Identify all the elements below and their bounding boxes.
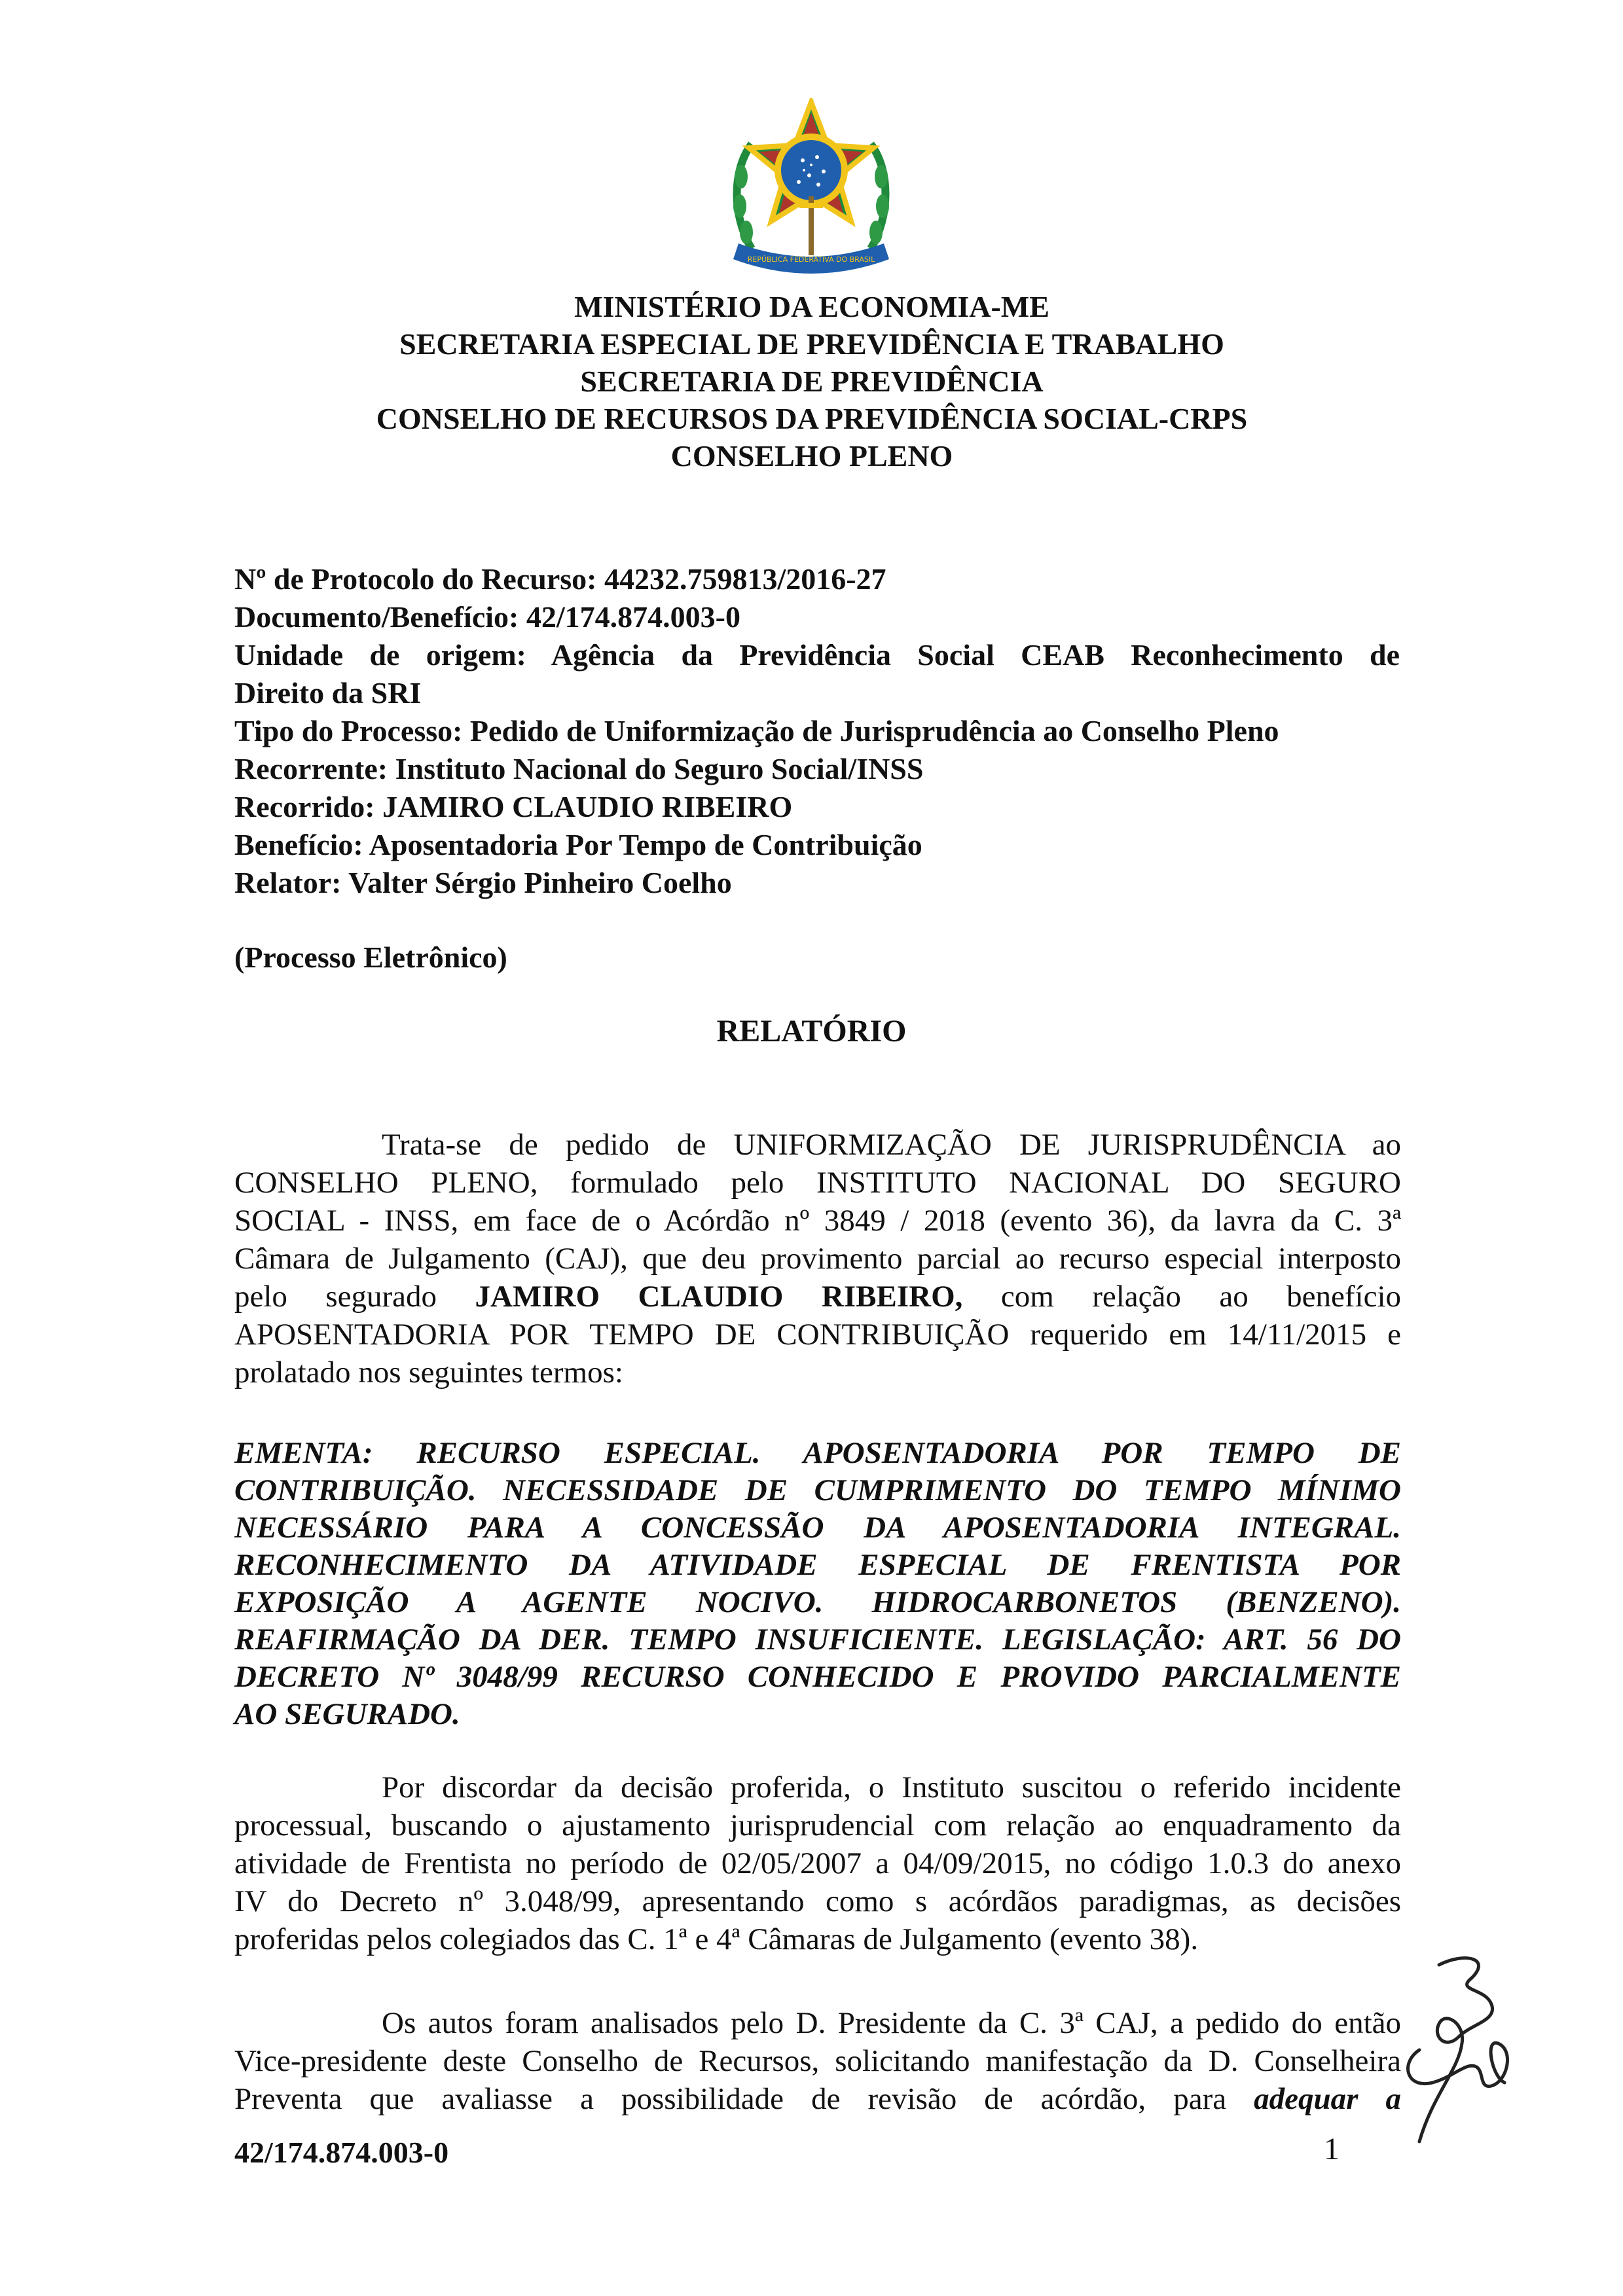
footer-document-number: 42/174.874.003-0 xyxy=(234,2136,449,2169)
ementa-line: RECONHECIMENTO DA ATIVIDADE ESPECIAL DE FRENTISTA POR xyxy=(234,1548,1401,1582)
protocolo-line: Nº de Protocolo do Recurso: 44232.759813/2016-27 xyxy=(234,562,886,596)
paragraph-text: pelo segurado xyxy=(234,1280,437,1314)
emphasis-text: adequar a xyxy=(1254,2082,1401,2116)
svg-text:REPÚBLICA FEDERATIVA DO BRASIL: REPÚBLICA FEDERATIVA DO BRASIL xyxy=(747,255,875,264)
header-conselho: CONSELHO DE RECURSOS DA PREVIDÊNCIA SOCIAL-CRPS xyxy=(376,402,1248,435)
ementa-line: CONTRIBUIÇÃO. NECESSIDADE DE CUMPRIMENTO DO TEMPO MÍNIMO xyxy=(234,1473,1401,1507)
ementa-line: AO SEGURADO. xyxy=(234,1697,460,1731)
unidade-line-1: Unidade de origem: Agência da Previdência Social CEAB Reconhecimento de xyxy=(234,638,1400,672)
section-title: RELATÓRIO xyxy=(716,1014,907,1049)
recorrido-line: Recorrido: JAMIRO CLAUDIO RIBEIRO xyxy=(234,790,793,823)
ementa-line: EXPOSIÇÃO A AGENTE NOCIVO. HIDROCARBONETOS (BENZENO). xyxy=(234,1585,1401,1619)
ministry-header xyxy=(196,288,1427,475)
paragraph-autos xyxy=(234,2004,1401,2118)
paragraph-line: atividade de Frentista no período de 02/05/2007 a 04/09/2015, no código 1.0.3 do anexo xyxy=(234,1846,1401,1880)
recorrente-line: Recorrente: Instituto Nacional do Seguro Social/INSS xyxy=(234,752,924,785)
ementa-line: EMENTA: RECURSO ESPECIAL. APOSENTADORIA POR TEMPO DE xyxy=(234,1436,1401,1470)
paragraph-line: CONSELHO PLENO, formulado pelo INSTITUTO NACIONAL DO SEGURO xyxy=(234,1166,1401,1200)
ementa-block xyxy=(234,1435,1401,1733)
header-conselho-pleno: CONSELHO PLENO xyxy=(670,439,953,473)
documento-line: Documento/Benefício: 42/174.874.003-0 xyxy=(234,600,740,634)
paragraph-line xyxy=(234,1278,1401,1316)
paragraph-line: prolatado nos seguintes termos: xyxy=(234,1355,623,1390)
tipo-processo-line: Tipo do Processo: Pedido de Uniformização de Jurisprudência ao Conselho Pleno xyxy=(234,714,1279,747)
unidade-line-2: Direito da SRI xyxy=(234,676,422,709)
paragraph-line: SOCIAL - INSS, em face de o Acórdão nº 3849 / 2018 (evento 36), da lavra da C. 3ª xyxy=(234,1204,1401,1238)
paragraph-text: Preventa que avaliasse a possibilidade de revisão de acórdão, para xyxy=(234,2082,1227,2116)
relator-line: Relator: Valter Sérgio Pinheiro Coelho xyxy=(234,866,732,899)
header-ministry: MINISTÉRIO DA ECONOMIA-ME xyxy=(574,290,1049,323)
paragraph-line: Trata-se de pedido de UNIFORMIZAÇÃO DE JURISPRUDÊNCIA ao xyxy=(382,1128,1401,1162)
paragraph-discordancia xyxy=(234,1768,1401,1958)
paragraph-line: proferidas pelos colegiados das C. 1ª e 4ª Câmaras de Julgamento (evento 38). xyxy=(234,1922,1199,1956)
paragraph-line: Os autos foram analisados pelo D. Presidente da C. 3ª CAJ, a pedido do então xyxy=(382,2006,1401,2040)
process-metadata xyxy=(234,560,1400,902)
processo-eletronico: (Processo Eletrônico) xyxy=(234,941,507,974)
paragraph-intro xyxy=(234,1126,1401,1391)
header-secretaria: SECRETARIA DE PREVIDÊNCIA xyxy=(580,365,1044,398)
header-secretaria-especial: SECRETARIA ESPECIAL DE PREVIDÊNCIA E TRABALHO xyxy=(399,327,1224,361)
paragraph-line: processual, buscando o ajustamento jurisprudencial com relação ao enquadramento da xyxy=(234,1808,1401,1842)
paragraph-line: APOSENTADORIA POR TEMPO DE CONTRIBUIÇÃO requerido em 14/11/2015 e xyxy=(234,1318,1401,1352)
beneficio-line: Benefício: Aposentadoria Por Tempo de Contribuição xyxy=(234,828,922,861)
paragraph-text: com relação ao benefício xyxy=(1000,1280,1401,1314)
paragraph-line: Por discordar da decisão proferida, o Instituto suscitou o referido incidente xyxy=(382,1770,1401,1804)
page-number: 1 xyxy=(1324,2132,1340,2166)
segurado-name: JAMIRO CLAUDIO RIBEIRO, xyxy=(475,1280,963,1314)
paragraph-line: Vice-presidente deste Conselho de Recursos, solicitando manifestação da D. Conselheira xyxy=(234,2044,1401,2078)
paragraph-line xyxy=(234,2080,1401,2118)
paragraph-line: Câmara de Julgamento (CAJ), que deu provimento parcial ao recurso especial interposto xyxy=(234,1242,1401,1276)
ementa-line: NECESSÁRIO PARA A CONCESSÃO DA APOSENTADORIA INTEGRAL. xyxy=(234,1511,1401,1545)
coat-of-arms-emblem xyxy=(725,98,897,288)
ementa-line: REAFIRMAÇÃO DA DER. TEMPO INSUFICIENTE. LEGISLAÇÃO: ART. 56 DO xyxy=(234,1623,1401,1657)
ementa-line: DECRETO Nº 3048/99 RECURSO CONHECIDO E PROVIDO PARCIALMENTE xyxy=(234,1660,1401,1694)
paragraph-line: IV do Decreto nº 3.048/99, apresentando como s acórdãos paradigmas, as decisões xyxy=(234,1884,1401,1918)
handwritten-signature xyxy=(1393,1952,1518,2155)
